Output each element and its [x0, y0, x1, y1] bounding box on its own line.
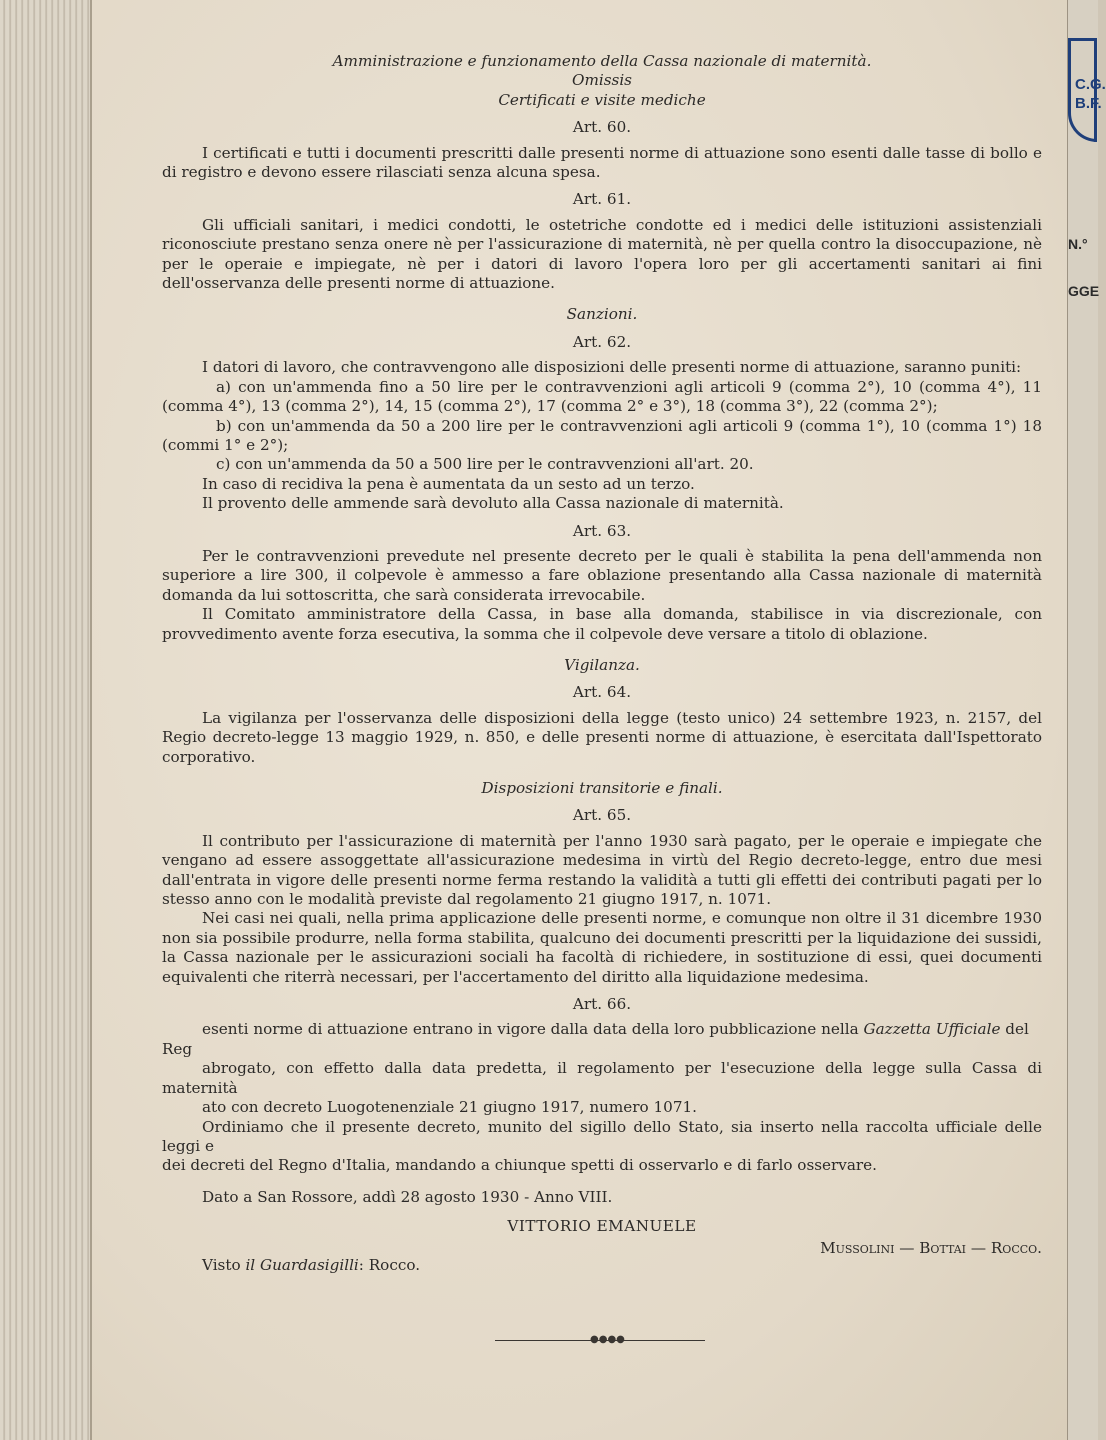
king-signature: VITTORIO EMANUELE — [507, 1217, 697, 1236]
article-paragraph: Ordiniamo che il presente decreto, munito del sigillo dello Stato, sia inserto nella raccolta ufficiale delle leggi e — [162, 1117, 1042, 1155]
article-paragraph: dei decreti del Regno d'Italia, mandando a chiunque spetti di osservarlo e di farlo osservare. — [162, 1156, 877, 1175]
text-fragment: esenti norme di attuazione entrano in vigore dalla data della loro pubblicazione nella — [202, 1020, 864, 1039]
article-paragraph: Reg — [162, 1039, 193, 1058]
list-item: a) con un'ammenda fino a 50 lire per le contravvenzioni agli articoli 9 (comma 2°), 10 (comma 4°), 11 (comma 4°), 13 (comma 2°), 14, 15 (comma 2°), 17 (comma 2° e 3°), 18 (comma 3°), 22 (comma 2°); — [162, 377, 1042, 416]
subsection-title: Certificati e visite mediche — [498, 90, 706, 109]
section-heading-sanzioni: Sanzioni. — [566, 305, 638, 324]
document-text — [162, 52, 1042, 1275]
article-paragraph: Per le contravvenzioni prevedute nel presente decreto per le quali è stabilita la pena dell'ammenda non superiore a lire 300, il colpevole è ammesso a fare oblazione presentando alla Cassa nazionale di maternità domanda da lui sottoscritta, che sarà considerata irrevocabile. — [162, 546, 1042, 604]
article-paragraph: I datori di lavoro, che contravvengono alle disposizioni delle presenti norme di attuazione, saranno puniti: — [202, 358, 1022, 377]
article-paragraph: abrogato, con effetto dalla data predetta, il regolamento per l'esecuzione della legge sulla Cassa di maternità — [162, 1059, 1042, 1097]
text-fragment: Visto — [202, 1255, 246, 1274]
article-title: Art. 65. — [572, 806, 632, 825]
article-title: Art. 62. — [572, 332, 632, 351]
library-stamp — [1068, 38, 1106, 142]
article-paragraph: I certificati e tutti i documenti prescritti dalle presenti norme di attuazione sono esenti dalle tasse di bollo e di registro e devono essere rilasciati senza alcuna spesa. — [162, 143, 1042, 182]
decree-date: Dato a San Rossore, addì 28 agosto 1930 - Anno VIII. — [202, 1187, 613, 1206]
text-fragment: : Rocco. — [358, 1255, 421, 1274]
article-title: Art. 63. — [572, 521, 632, 540]
facing-page-strip — [1067, 0, 1106, 1440]
stamp-line: B.F. — [1075, 95, 1102, 112]
guardasigilli-line — [162, 1256, 1042, 1275]
article-paragraph: ato con decreto Luogotenenziale 21 giugno 1917, numero 1071. — [202, 1098, 697, 1117]
section-title: Amministrazione e funzionamento della Cassa nazionale di maternità. — [332, 52, 872, 70]
margin-label-no: N.° — [1068, 236, 1088, 252]
article-paragraph: Il provento delle ammende sarà devoluto alla Cassa nazionale di maternità. — [202, 494, 784, 513]
omissis-line: Omissis — [572, 71, 632, 90]
margin-label-gge: GGE — [1068, 283, 1100, 299]
text-fragment: del — [1000, 1020, 1029, 1039]
article-title: Art. 61. — [572, 190, 632, 209]
end-ornament: ●●●● — [590, 1334, 625, 1345]
article-title: Art. 66. — [572, 995, 632, 1014]
page-stack-edge — [0, 0, 92, 1440]
section-heading-disposizioni: Disposizioni transitorie e finali. — [481, 779, 723, 797]
gazzetta-title: Gazzetta Ufficiale — [863, 1020, 1001, 1039]
stamp-line: C.G. — [1075, 76, 1106, 93]
article-paragraph: Gli ufficiali sanitari, i medici condotti, le ostetriche condotte ed i medici delle istituzioni assistenziali riconosciute prestano senza onere nè per l'assicurazione di maternità, nè per quella contro la disoccupazione, nè per le operaie e impiegate, nè per i datori di lavoro l'opera loro per gli accertamenti sanitari ai fini dell'osservanza delle presenti norme di attuazione. — [162, 215, 1042, 293]
list-item: c) con un'ammenda da 50 a 500 lire per le contravvenzioni all'art. 20. — [216, 455, 754, 474]
article-paragraph: Il contributo per l'assicurazione di maternità per l'anno 1930 sarà pagato, per le operaie e impiegate che vengano ad essere assoggettate all'assicurazione medesima in virtù del Regio decreto-legge, entro due mesi dall'entrata in vigore delle presenti norme ferma restando la validità a tutti gli effetti dei contributi pagati per lo stesso anno con le modalità previste dal regolamento 21 giugno 1917, n. 1071. — [162, 831, 1042, 909]
section-heading-vigilanza: Vigilanza. — [564, 655, 640, 674]
article-paragraph: In caso di recidiva la pena è aumentata da un sesto ad un terzo. — [202, 474, 695, 493]
article-title: Art. 60. — [572, 118, 632, 137]
article-paragraph: Il Comitato amministratore della Cassa, in base alla domanda, stabilisce in via discrezionale, con provvedimento avente forza esecutiva, la somma che il colpevole deve versare a titolo di oblazione. — [162, 605, 1042, 643]
article-paragraph: Nei casi nei quali, nella prima applicazione delle presenti norme, e comunque non oltre il 31 dicembre 1930 non sia possibile produrre, nella forma stabilita, qualcuno dei documenti prescritti per la liquidazione dei sussidi, la Cassa nazionale per le assicurazioni sociali ha facoltà di richiedere, in sostituzione di essi, quei documenti equivalenti che riterrà necessari, per l'accertamento del diritto alla liquidazione medesima. — [162, 909, 1042, 986]
article-paragraph — [162, 1020, 1042, 1039]
list-item: b) con un'ammenda da 50 a 200 lire per le contravvenzioni agli articoli 9 (comma 1°), 10 (comma 1°) 18 (commi 1° e 2°); — [162, 416, 1042, 454]
article-title: Art. 64. — [572, 683, 632, 702]
minister-signatures: Mussolini — Bottai — Rocco. — [820, 1238, 1042, 1257]
guardasigilli-title: il Guardasigilli — [245, 1255, 359, 1274]
article-paragraph: La vigilanza per l'osservanza delle disposizioni della legge (testo unico) 24 settembre 1923, n. 2157, del Regio decreto-legge 13 maggio 1929, n. 850, e delle presenti norme di attuazione, è esercitata dall'Ispettorato corporativo. — [162, 708, 1042, 766]
